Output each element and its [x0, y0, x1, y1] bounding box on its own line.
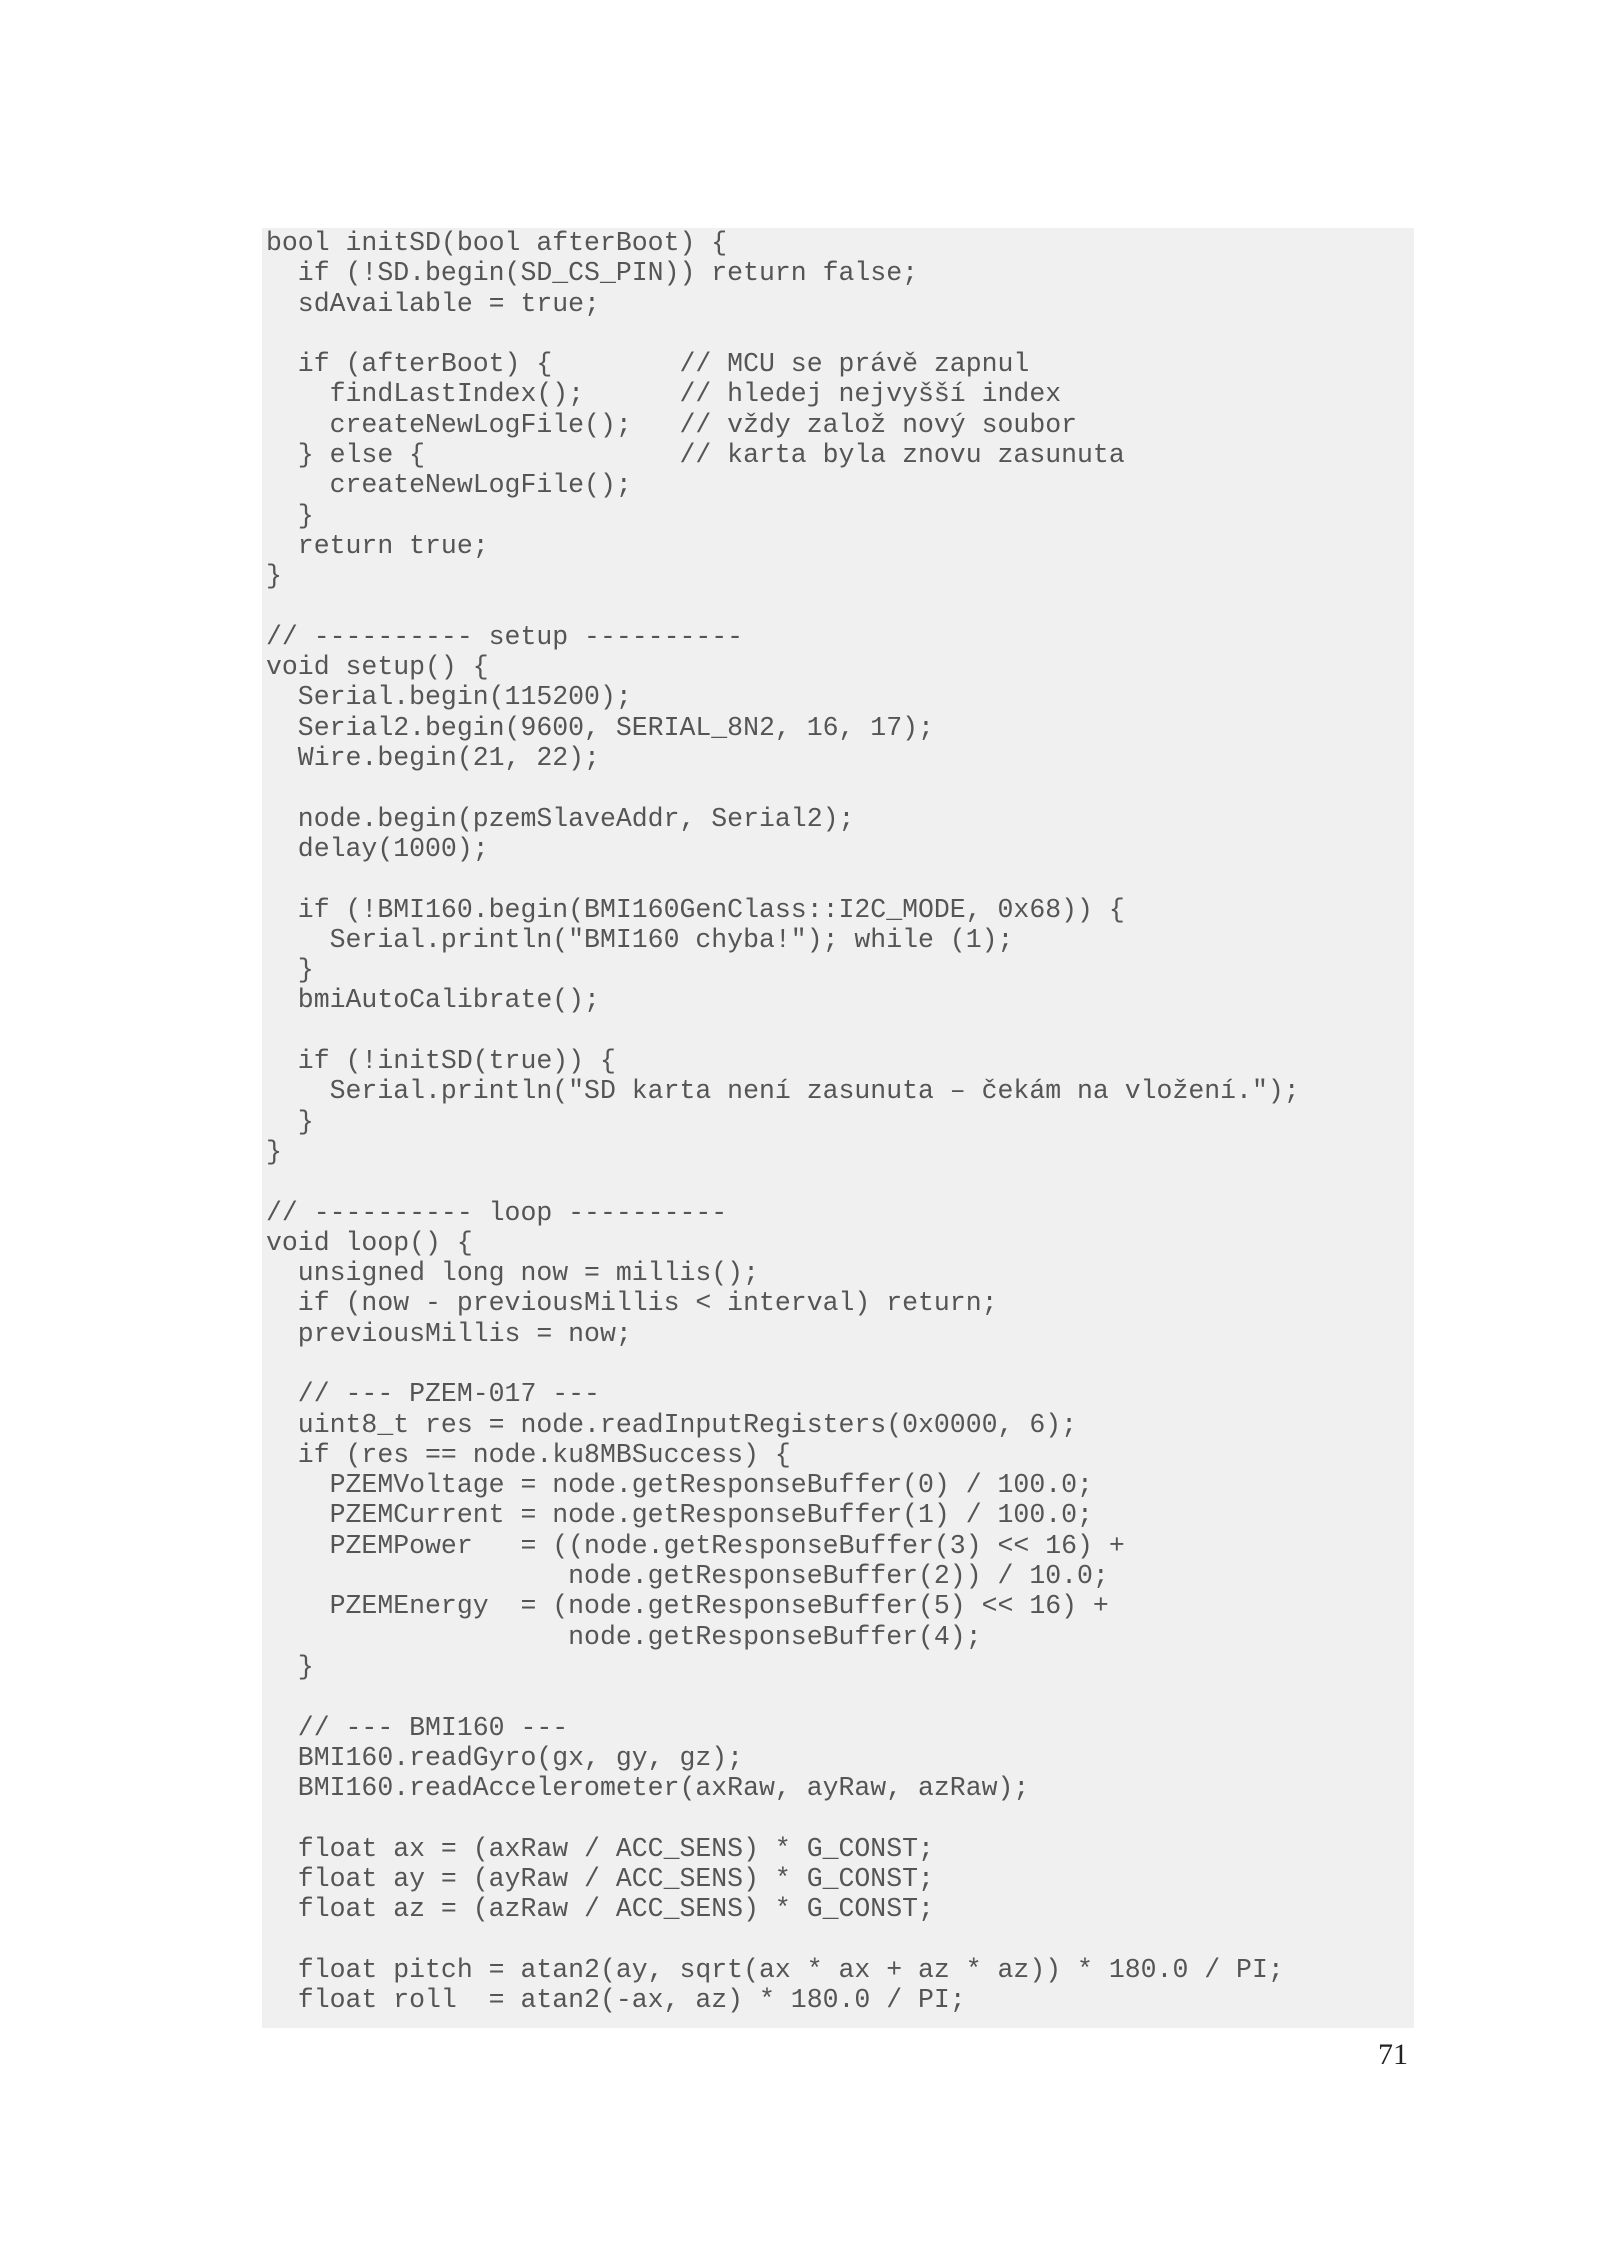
- code-line: // ---------- loop ----------: [266, 1197, 728, 1228]
- code-line: void setup() {: [266, 652, 489, 683]
- code-line: node.begin(pzemSlaveAddr, Serial2);: [266, 803, 855, 834]
- code-line: // --- BMI160 ---: [266, 1712, 569, 1743]
- code-line: Serial.println("SD karta není zasunuta – čekám na vložení.");: [266, 1076, 1300, 1107]
- code-line: [266, 773, 1414, 803]
- code-line: [266, 319, 1414, 349]
- code-line: node.getResponseBuffer(2)) / 10.0;: [266, 1561, 1109, 1592]
- code-line: createNewLogFile(); // vždy založ nový soubor: [266, 409, 1078, 440]
- code-line: [266, 1016, 1414, 1046]
- code-line: [266, 1925, 1414, 1955]
- code-line: Wire.begin(21, 22);: [266, 743, 600, 774]
- code-line: if (now - previousMillis < interval) return;: [266, 1288, 998, 1319]
- code-line: if (!initSD(true)) {: [266, 1046, 616, 1077]
- code-line: void loop() {: [266, 1227, 473, 1258]
- code-line: createNewLogFile();: [266, 470, 632, 501]
- code-line: Serial.println("BMI160 chyba!"); while (1);: [266, 924, 1014, 955]
- page-number: 71: [1378, 2038, 1408, 2071]
- code-line: float roll = atan2(-ax, az) * 180.0 / PI;: [266, 1985, 966, 2016]
- code-listing: [262, 228, 1414, 2028]
- code-line: [266, 1349, 1414, 1379]
- code-line: float pitch = atan2(ay, sqrt(ax * ax + az * az)) * 180.0 / PI;: [266, 1954, 1284, 1985]
- code-line: float az = (azRaw / ACC_SENS) * G_CONST;: [266, 1894, 934, 1925]
- code-line: [266, 592, 1414, 622]
- code-line: if (!BMI160.begin(BMI160GenClass::I2C_MODE, 0x68)) {: [266, 894, 1125, 925]
- code-line: PZEMPower = ((node.getResponseBuffer(3) << 16) +: [266, 1530, 1125, 1561]
- code-line: if (afterBoot) { // MCU se právě zapnul: [266, 349, 1030, 380]
- code-line: uint8_t res = node.readInputRegisters(0x0000, 6);: [266, 1409, 1078, 1440]
- code-line: float ay = (ayRaw / ACC_SENS) * G_CONST;: [266, 1864, 934, 1895]
- code-line: [266, 864, 1414, 894]
- code-line: PZEMEnergy = (node.getResponseBuffer(5) << 16) +: [266, 1591, 1109, 1622]
- code-line: BMI160.readAccelerometer(axRaw, ayRaw, azRaw);: [266, 1773, 1030, 1804]
- code-line: [266, 1682, 1414, 1712]
- code-line: } else { // karta byla znovu zasunuta: [266, 440, 1125, 471]
- code-line: unsigned long now = millis();: [266, 1258, 759, 1289]
- code-line: PZEMVoltage = node.getResponseBuffer(0) / 100.0;: [266, 1470, 1093, 1501]
- code-line: bmiAutoCalibrate();: [266, 985, 600, 1016]
- code-line: [266, 1167, 1414, 1197]
- code-line: }: [266, 1136, 282, 1167]
- code-line: previousMillis = now;: [266, 1318, 632, 1349]
- code-line: sdAvailable = true;: [266, 288, 600, 319]
- code-line: // ---------- setup ----------: [266, 621, 744, 652]
- code-line: if (res == node.ku8MBSuccess) {: [266, 1439, 791, 1470]
- code-line: if (!SD.begin(SD_CS_PIN)) return false;: [266, 258, 919, 289]
- code-line: node.getResponseBuffer(4);: [266, 1621, 982, 1652]
- code-line: return true;: [266, 530, 489, 561]
- code-line: bool initSD(bool afterBoot) {: [266, 228, 728, 258]
- code-line: Serial2.begin(9600, SERIAL_8N2, 16, 17);: [266, 712, 934, 743]
- code-line: Serial.begin(115200);: [266, 682, 632, 713]
- code-line: BMI160.readGyro(gx, gy, gz);: [266, 1742, 744, 1773]
- code-line: }: [266, 955, 314, 986]
- code-line: delay(1000);: [266, 833, 489, 864]
- code-line: }: [266, 561, 282, 592]
- code-line: }: [266, 500, 314, 531]
- code-line: }: [266, 1106, 314, 1137]
- code-line: }: [266, 1651, 314, 1682]
- code-line: [266, 1803, 1414, 1833]
- code-line: findLastIndex(); // hledej nejvyšší index: [266, 379, 1062, 410]
- code-line: PZEMCurrent = node.getResponseBuffer(1) / 100.0;: [266, 1500, 1093, 1531]
- code-line: // --- PZEM-017 ---: [266, 1379, 600, 1410]
- code-line: float ax = (axRaw / ACC_SENS) * G_CONST;: [266, 1833, 934, 1864]
